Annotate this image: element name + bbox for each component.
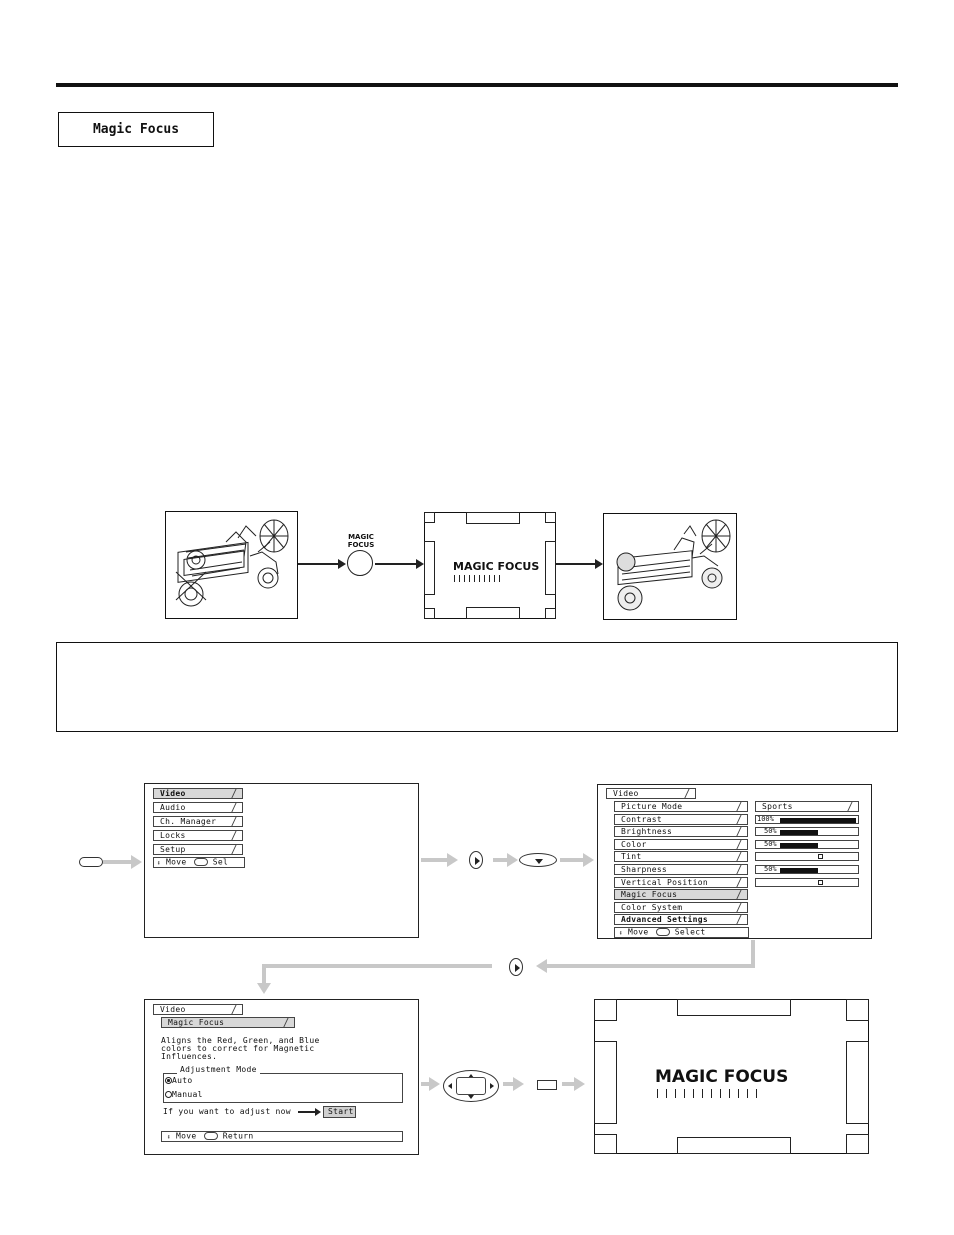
flow-arrow-e-head [536, 959, 547, 973]
tick-row-large [657, 1089, 757, 1098]
footer-move: Move [176, 1131, 197, 1141]
flow-arrow-d-line [560, 858, 583, 862]
sharpness-bar[interactable] [755, 865, 859, 874]
magic-description: Aligns the Red, Green, and Blue colors to correct for Magnetic Influences. [161, 1036, 320, 1061]
tint-bar[interactable] [755, 852, 859, 861]
magic-focus-button-label [340, 533, 382, 549]
return-button-icon [204, 1132, 218, 1140]
corner-tl [594, 999, 617, 1021]
flow-arrow-i-head [574, 1077, 585, 1091]
right-cursor-button-2[interactable] [509, 958, 523, 976]
magic-focus-label-line1: MAGIC FOCUS [347, 533, 375, 549]
video-item-color-system[interactable]: Color System [614, 902, 748, 913]
flow-arrow-f-horizontal [262, 964, 492, 968]
magic-focus-menu-screen [144, 999, 419, 1155]
up-down-icon: ↕ [157, 859, 161, 867]
sharpness-value: 50% [764, 865, 777, 873]
flow-arrow-h-head [513, 1077, 524, 1091]
bar-left [424, 541, 435, 595]
flow-arrow-c-head [507, 853, 518, 867]
flow-arrow-c-line [493, 858, 507, 862]
note-box [56, 642, 898, 732]
flow-arrow-f-vertical [262, 964, 266, 984]
bar-top [677, 999, 791, 1016]
radio-empty-icon [165, 1091, 172, 1098]
footer-select: Select [674, 927, 706, 937]
magic-menu-subtitle: Magic Focus [161, 1017, 295, 1028]
menu-item-locks[interactable]: Locks [153, 830, 243, 841]
right-triangle-icon [490, 1083, 494, 1089]
arrow-head-1 [338, 559, 346, 569]
magic-focus-screen-small [424, 512, 556, 619]
corner-tl [424, 512, 435, 523]
cursor-pad-button[interactable] [443, 1070, 499, 1102]
down-cursor-button[interactable] [519, 853, 557, 867]
bar-bottom [466, 607, 520, 619]
color-fill [780, 843, 818, 848]
down-triangle-icon [535, 859, 543, 864]
video-item-advanced-settings[interactable]: Advanced Settings [614, 914, 748, 925]
adjust-prompt: If you want to adjust now [163, 1107, 291, 1116]
video-item-brightness[interactable]: Brightness [614, 826, 748, 837]
flow-arrow-g-head [429, 1077, 440, 1091]
contrast-fill [780, 818, 856, 823]
bar-top [466, 512, 520, 524]
corner-br [545, 608, 556, 619]
brightness-value: 50% [764, 827, 777, 835]
prompt-arrow-head [315, 1108, 321, 1116]
cursor-pad-inner [456, 1077, 486, 1095]
menu-button[interactable] [79, 857, 103, 867]
start-button[interactable]: Start [323, 1106, 356, 1118]
radio-selected-icon [165, 1077, 172, 1084]
bar-right [846, 1041, 869, 1124]
option-auto-label: Auto [172, 1076, 193, 1085]
flow-arrow-b-head [447, 853, 458, 867]
flow-arrow-e-horizontal [547, 964, 755, 968]
right-triangle-icon [515, 964, 520, 972]
video-item-picture-mode[interactable]: Picture Mode [614, 801, 748, 812]
flow-arrow-b-line [421, 858, 447, 862]
magic-focus-screen-large [594, 999, 869, 1154]
arrow-head-3 [595, 559, 603, 569]
video-menu-screen [597, 784, 872, 939]
menu-item-video[interactable]: Video [153, 788, 243, 799]
video-menu-title: Video [606, 788, 696, 799]
corner-tr [545, 512, 556, 523]
corner-bl [424, 608, 435, 619]
menu-item-ch-manager[interactable]: Ch. Manager [153, 816, 243, 827]
up-down-icon: ↕ [167, 1133, 171, 1141]
corner-tr [846, 999, 869, 1021]
footer-move: Move [166, 857, 187, 867]
sharpness-fill [780, 868, 818, 873]
video-menu-footer [614, 927, 749, 938]
adjustment-mode-label: Adjustment Mode [177, 1066, 260, 1074]
flow-arrow-g-line [421, 1082, 429, 1086]
footer-sel: Sel [212, 857, 229, 867]
option-manual[interactable] [165, 1091, 203, 1099]
color-bar[interactable] [755, 840, 859, 849]
video-item-magic-focus[interactable]: Magic Focus [614, 889, 748, 900]
menu-item-audio[interactable]: Audio [153, 802, 243, 813]
option-manual-label: Manual [172, 1090, 203, 1099]
section-title: Magic Focus [58, 112, 214, 147]
image-rover-after [603, 513, 737, 620]
left-triangle-icon [448, 1083, 452, 1089]
arrow-line-3 [556, 563, 596, 565]
vertical-position-knob[interactable] [818, 880, 823, 885]
select-button-icon [194, 858, 208, 866]
down-triangle-icon [468, 1095, 474, 1099]
select-button[interactable] [537, 1080, 557, 1090]
right-triangle-icon [475, 857, 480, 865]
video-item-contrast[interactable]: Contrast [614, 814, 748, 825]
top-rule [56, 83, 898, 87]
menu-item-setup[interactable]: Setup [153, 844, 243, 855]
footer-move: Move [628, 927, 649, 937]
up-down-icon: ↕ [619, 929, 623, 937]
magic-menu-footer [161, 1131, 403, 1142]
corner-bl [594, 1134, 617, 1154]
brightness-fill [780, 830, 818, 835]
contrast-bar[interactable] [755, 815, 859, 824]
arrow-line-1 [298, 563, 338, 565]
video-item-vertical-position[interactable]: Vertical Position [614, 877, 748, 888]
vertical-position-bar[interactable] [755, 878, 859, 887]
footer-return: Return [222, 1131, 254, 1141]
flow-arrow-i-line [562, 1082, 574, 1086]
prompt-arrow-line [298, 1111, 316, 1113]
option-auto[interactable] [165, 1077, 192, 1085]
brightness-bar[interactable] [755, 827, 859, 836]
flow-arrow-a-head [131, 855, 142, 869]
bar-bottom [677, 1137, 791, 1154]
contrast-value: 100% [757, 815, 774, 823]
bar-left [594, 1041, 617, 1124]
video-item-sharpness[interactable]: Sharpness [614, 864, 748, 875]
corner-br [846, 1134, 869, 1154]
right-cursor-button-1[interactable] [469, 851, 483, 869]
tint-knob[interactable] [818, 854, 823, 859]
flow-arrow-f-head [257, 983, 271, 994]
color-value: 50% [764, 840, 777, 848]
arrow-head-2 [416, 559, 424, 569]
flow-arrow-a-line [103, 860, 131, 864]
main-menu-screen [144, 783, 419, 938]
arrow-line-2 [375, 563, 417, 565]
flow-arrow-d-head [583, 853, 594, 867]
select-button-icon [656, 928, 670, 936]
magic-focus-button[interactable] [347, 550, 373, 576]
video-item-tint[interactable]: Tint [614, 851, 748, 862]
magic-focus-text-small: MAGIC FOCUS [453, 560, 540, 573]
bar-right [545, 541, 556, 595]
flow-arrow-h-line [503, 1082, 513, 1086]
magic-focus-text-large: MAGIC FOCUS [655, 1067, 789, 1087]
video-item-color[interactable]: Color [614, 839, 748, 850]
tick-row-small [454, 575, 500, 582]
main-menu-footer [153, 857, 245, 868]
image-rover-before [165, 511, 298, 619]
picture-mode-value[interactable]: Sports [755, 801, 859, 812]
magic-menu-title: Video [153, 1004, 243, 1015]
